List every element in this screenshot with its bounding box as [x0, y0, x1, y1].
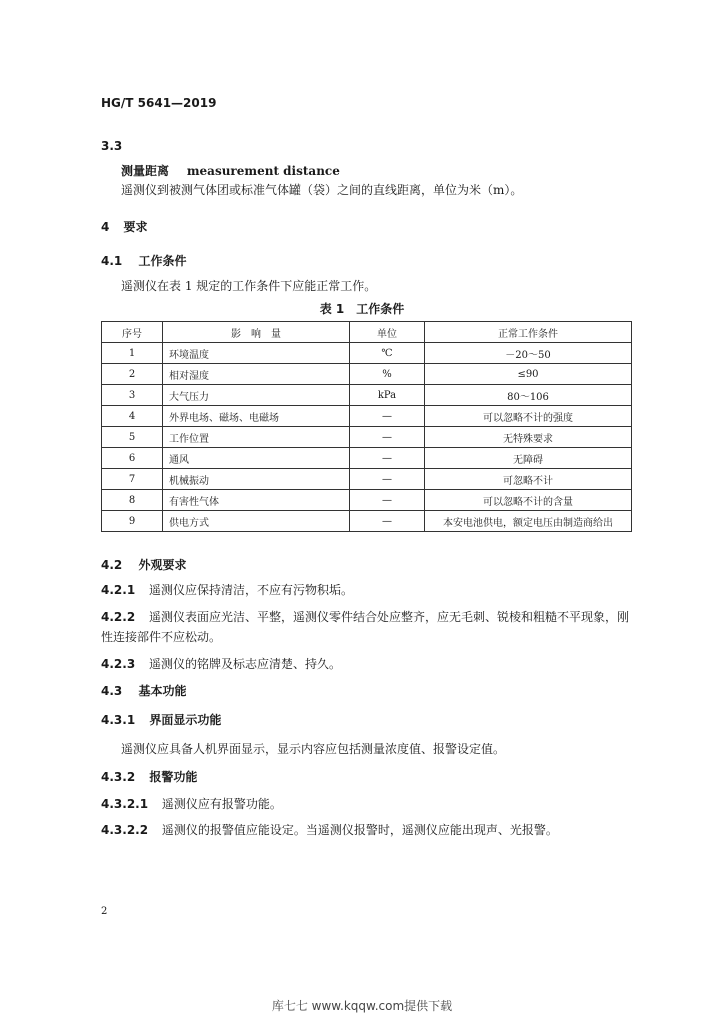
- cell-condition: 本安电池供电，额定电压由制造商给出: [425, 511, 632, 532]
- cell-factor: 大气压力: [163, 385, 350, 406]
- header-index: 序号: [102, 322, 163, 343]
- clause-number: 4.2.2: [101, 610, 136, 624]
- clause-number: 4.3.2.2: [101, 823, 149, 837]
- clause-text: 遥测仪应保持清洁，不应有污物积垢。: [149, 583, 354, 597]
- cell-unit: ℃: [350, 343, 425, 364]
- section-4-heading: [101, 218, 148, 235]
- cell-condition: －20～50: [425, 343, 632, 364]
- clause-4-2-2: [101, 608, 629, 625]
- section-title: 工作条件: [138, 254, 187, 268]
- section-number: 4.3.1: [101, 713, 136, 727]
- cell-condition: 可忽略不计: [425, 469, 632, 490]
- cell-factor: 外界电场、磁场、电磁场: [163, 406, 350, 427]
- table-header-row: [102, 322, 632, 343]
- cell-unit: —: [350, 469, 425, 490]
- cell-factor: 有害性气体: [163, 490, 350, 511]
- cell-unit: —: [350, 406, 425, 427]
- cell-index: 3: [102, 385, 163, 406]
- download-watermark: 库七七 www.kqqw.com提供下载: [271, 999, 453, 1013]
- table-row: [102, 511, 632, 532]
- cell-condition: 无障碍: [425, 448, 632, 469]
- section-4-3-1-text: 遥测仪应具备人机界面显示，显示内容应包括测量浓度值、报警设定值。: [121, 742, 506, 756]
- cell-index: 8: [102, 490, 163, 511]
- table-row: [102, 364, 632, 385]
- header-factor: 影 响 量: [163, 322, 350, 343]
- section-number: 4.1: [101, 254, 123, 268]
- cell-condition: 可以忽略不计的强度: [425, 406, 632, 427]
- section-title: 界面显示功能: [149, 713, 222, 727]
- clause-text: 遥测仪的铭牌及标志应清楚、持久。: [149, 657, 342, 671]
- section-number: 4.3: [101, 684, 123, 698]
- section-4-1-text: 遥测仪在表 1 规定的工作条件下应能正常工作。: [121, 279, 377, 293]
- term-en: measurement distance: [186, 164, 340, 178]
- clause-4-2-2-continued: 性连接部件不应松动。: [101, 630, 222, 644]
- section-3-3-number: 3.3: [101, 139, 123, 153]
- cell-factor: 供电方式: [163, 511, 350, 532]
- section-title: 外观要求: [138, 558, 187, 572]
- section-4-1-heading: [101, 252, 186, 269]
- section-4-2-heading: [101, 556, 186, 573]
- section-4-3-heading: [101, 682, 186, 699]
- cell-factor: 环境温度: [163, 343, 350, 364]
- term-cn: 测量距离: [121, 164, 170, 178]
- clause-4-3-2-1: [101, 795, 282, 812]
- cell-unit: —: [350, 448, 425, 469]
- table-row: [102, 448, 632, 469]
- table-caption: 表 1 工作条件: [319, 302, 405, 316]
- cell-factor: 机械振动: [163, 469, 350, 490]
- table-row: [102, 490, 632, 511]
- section-number: 4: [101, 220, 110, 234]
- clause-4-2-1: [101, 581, 353, 598]
- cell-index: 1: [102, 343, 163, 364]
- cell-index: 7: [102, 469, 163, 490]
- section-number: 4.2: [101, 558, 123, 572]
- cell-unit: %: [350, 364, 425, 385]
- section-title: 报警功能: [149, 770, 198, 784]
- cell-condition: 可以忽略不计的含量: [425, 490, 632, 511]
- cell-factor: 相对湿度: [163, 364, 350, 385]
- cell-condition: 80～106: [425, 385, 632, 406]
- section-title: 基本功能: [138, 684, 187, 698]
- section-4-3-1-heading: [101, 711, 221, 728]
- table-row: [102, 427, 632, 448]
- cell-unit: kPa: [350, 385, 425, 406]
- header-condition: 正常工作条件: [425, 322, 632, 343]
- cell-unit: —: [350, 511, 425, 532]
- term-3-3: [121, 162, 340, 179]
- section-4-3-2-heading: [101, 768, 197, 785]
- section-number: 4.3.2: [101, 770, 136, 784]
- cell-index: 4: [102, 406, 163, 427]
- cell-index: 5: [102, 427, 163, 448]
- cell-factor: 工作位置: [163, 427, 350, 448]
- clause-number: 4.2.1: [101, 583, 136, 597]
- clause-number: 4.2.3: [101, 657, 136, 671]
- cell-index: 6: [102, 448, 163, 469]
- term-definition: 遥测仪到被测气体团或标准气体罐（袋）之间的直线距离，单位为米（m）。: [121, 183, 523, 197]
- cell-condition: 无特殊要求: [425, 427, 632, 448]
- working-conditions-table: [101, 321, 632, 532]
- cell-unit: —: [350, 427, 425, 448]
- table-row: [102, 406, 632, 427]
- cell-unit: —: [350, 490, 425, 511]
- header-unit: 单位: [350, 322, 425, 343]
- clause-4-2-3: [101, 655, 341, 672]
- page-number: 2: [101, 906, 108, 917]
- section-title: 要求: [123, 220, 148, 234]
- table-row: [102, 385, 632, 406]
- cell-index: 2: [102, 364, 163, 385]
- clause-4-3-2-2: [101, 821, 558, 838]
- table-row: [102, 469, 632, 490]
- cell-factor: 通风: [163, 448, 350, 469]
- cell-condition: ≤90: [425, 364, 632, 385]
- clause-text: 遥测仪应有报警功能。: [161, 797, 282, 811]
- standard-number: HG/T 5641—2019: [101, 96, 217, 110]
- clause-text-line1: 遥测仪表面应光洁、平整，遥测仪零件结合处应整齐，应无毛刺、锐棱和粗糙不平现象，刚: [149, 610, 630, 624]
- table-row: [102, 343, 632, 364]
- clause-number: 4.3.2.1: [101, 797, 149, 811]
- cell-index: 9: [102, 511, 163, 532]
- clause-text: 遥测仪的报警值应能设定。当遥测仪报警时，遥测仪应能出现声、光报警。: [161, 823, 558, 837]
